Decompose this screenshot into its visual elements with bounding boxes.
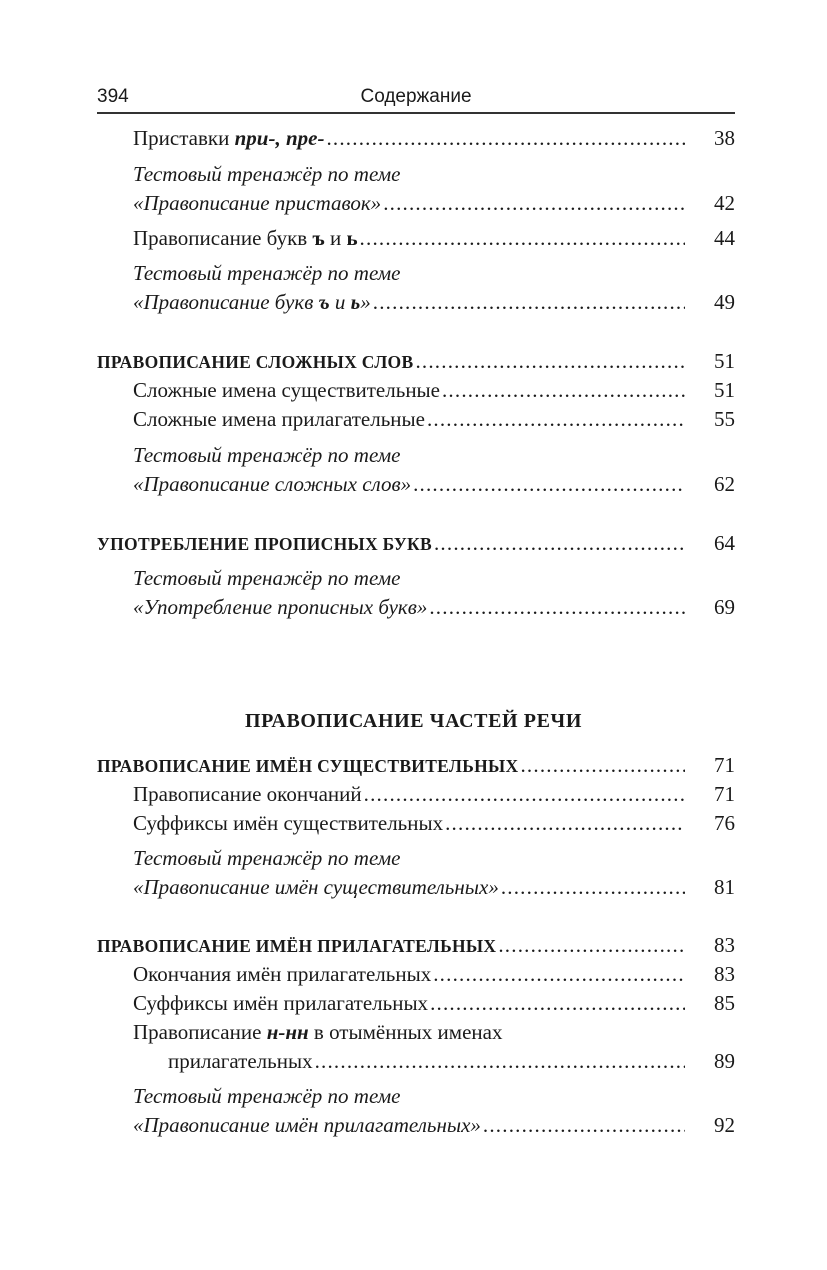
toc-entry-adjective-endings: [0, 960, 827, 988]
letter-soft-sign: ь: [346, 226, 358, 250]
leader-dots: [360, 224, 685, 252]
toc-entry-noun-suffixes: [0, 809, 827, 837]
toc-section-adjectives: [0, 931, 827, 959]
toc-entry-test-line1: [0, 259, 827, 287]
leader-dots: [442, 376, 685, 404]
toc-page-number: 83: [714, 933, 735, 957]
leader-dots: [501, 873, 685, 901]
toc-entry-label: Окончания имён прилагательных: [133, 962, 432, 986]
toc-page-number: 89: [714, 1049, 735, 1073]
toc-entry-label: и: [324, 226, 347, 250]
page-number: 394: [97, 86, 129, 107]
toc-page-number: 51: [714, 378, 735, 402]
toc-section-label: ПРАВОПИСАНИЕ ИМЁН СУЩЕСТВИТЕЛЬНЫХ: [97, 756, 519, 776]
leader-dots: [430, 989, 685, 1017]
leader-dots: [364, 780, 685, 808]
toc-entry-label: прилагательных: [168, 1049, 313, 1073]
part-title: ПРАВОПИСАНИЕ ЧАСТЕЙ РЕЧИ: [244, 710, 582, 732]
toc-entry-label: «Правописание сложных слов»: [133, 472, 412, 496]
toc-entry-prefixes: [0, 124, 827, 152]
toc-entry-label: Приставки: [133, 126, 235, 150]
toc-section-label: УПОТРЕБЛЕНИЕ ПРОПИСНЫХ БУКВ: [97, 534, 432, 554]
leader-dots: [315, 1047, 685, 1075]
leader-dots: [445, 809, 685, 837]
toc-page-number: 76: [714, 811, 735, 835]
leader-dots: [429, 593, 685, 621]
toc-entry-label: Правописание окончаний: [133, 782, 362, 806]
toc-entry-label: Сложные имена существительные: [133, 378, 440, 402]
toc-entry-label: «Употребление прописных букв»: [133, 595, 428, 619]
toc-page-number: 62: [714, 472, 735, 496]
toc-entry-label: Тестовый тренажёр по теме: [133, 162, 401, 186]
running-title: Содержание: [360, 86, 472, 107]
toc-page-number: 51: [714, 349, 735, 373]
toc-entry-test-prefixes: [0, 189, 827, 217]
leader-dots: [434, 529, 685, 557]
leader-dots: [483, 1111, 685, 1139]
toc-section-nouns: [0, 751, 827, 779]
toc-entry-label: «Правописание приставок»: [133, 191, 382, 215]
toc-entry-test-line1: [0, 564, 827, 592]
toc-page-number: 49: [714, 290, 735, 314]
toc-entry-hard-soft-signs: [0, 224, 827, 252]
leader-dots: [498, 931, 685, 959]
toc-entry-test-line1: [0, 160, 827, 188]
leader-dots: [427, 405, 685, 433]
letter-soft-sign: ь: [350, 290, 361, 314]
leader-dots: [520, 751, 685, 779]
toc-entry-label: Суффиксы имён прилагательных: [133, 991, 429, 1015]
toc-entry-label: и: [329, 290, 351, 314]
toc-entry-label: Тестовый тренажёр по теме: [133, 1084, 401, 1108]
leader-dots: [373, 288, 685, 316]
toc-entry-compound-nouns: [0, 376, 827, 404]
toc-entry-label: «Правописание имён существительных»: [133, 875, 499, 899]
toc-page-number: 71: [714, 782, 735, 806]
toc-entry-label: Правописание: [133, 1020, 267, 1044]
toc-entry-test-line1: [0, 844, 827, 872]
leader-dots: [415, 347, 685, 375]
toc-entry-test-nouns: [0, 873, 827, 901]
toc-page-number: 71: [714, 753, 735, 777]
toc-entry-n-nn: [0, 1047, 827, 1075]
toc-entry-label: Суффиксы имён существительных: [133, 811, 444, 835]
toc-entry-label: Тестовый тренажёр по теме: [133, 261, 401, 285]
toc-page-number: 69: [714, 595, 735, 619]
toc-entry-emphasis: н-нн: [266, 1020, 309, 1044]
toc-entry-test-adjectives: [0, 1111, 827, 1139]
toc-entry-test-compound: [0, 470, 827, 498]
toc-page-number: 64: [714, 531, 735, 555]
toc-page-number: 92: [714, 1113, 735, 1137]
toc-page-number: 85: [714, 991, 735, 1015]
toc-page-number: 81: [714, 875, 735, 899]
toc-section-capital-letters: [0, 529, 827, 557]
letter-hard-sign: ъ: [318, 290, 330, 314]
toc-entry-label: Правописание букв: [133, 226, 313, 250]
toc-section-compound-words: [0, 347, 827, 375]
leader-dots: [413, 470, 685, 498]
toc-entry-label: »: [360, 290, 371, 314]
toc-entry-adjective-suffixes: [0, 989, 827, 1017]
toc-entry-label: «Правописание имён прилагательных»: [133, 1113, 481, 1137]
toc-entry-emphasis: при-, пре-: [234, 126, 325, 150]
toc-entry-test-line1: [0, 441, 827, 469]
toc-entry-test-signs: [0, 288, 827, 316]
leader-dots: [383, 189, 685, 217]
toc-entry-test-capitals: [0, 593, 827, 621]
toc-entry-test-line1: [0, 1082, 827, 1110]
toc-entry-label: Сложные имена прилагательные: [133, 407, 425, 431]
toc-entry-label: Тестовый тренажёр по теме: [133, 846, 401, 870]
toc-entry-label: «Правописание букв: [133, 290, 319, 314]
toc-entry-compound-adjectives: [0, 405, 827, 433]
toc-entry-label: Тестовый тренажёр по теме: [133, 443, 401, 467]
toc-page-number: 55: [714, 407, 735, 431]
toc-entry-endings: [0, 780, 827, 808]
toc-page-number: 38: [714, 126, 735, 150]
leader-dots: [433, 960, 685, 988]
toc-section-label: ПРАВОПИСАНИЕ СЛОЖНЫХ СЛОВ: [97, 352, 414, 372]
toc-section-label: ПРАВОПИСАНИЕ ИМЁН ПРИЛАГАТЕЛЬНЫХ: [97, 936, 497, 956]
toc-page-number: 44: [714, 226, 735, 250]
toc-entry-n-nn-line1: [0, 1018, 827, 1046]
leader-dots: [326, 124, 685, 152]
toc-entry-label: в отымённых именах: [308, 1020, 503, 1044]
toc-entry-label: Тестовый тренажёр по теме: [133, 566, 401, 590]
letter-hard-sign: ъ: [312, 226, 325, 250]
toc-page-number: 83: [714, 962, 735, 986]
page-header: [97, 86, 735, 114]
toc-page-number: 42: [714, 191, 735, 215]
